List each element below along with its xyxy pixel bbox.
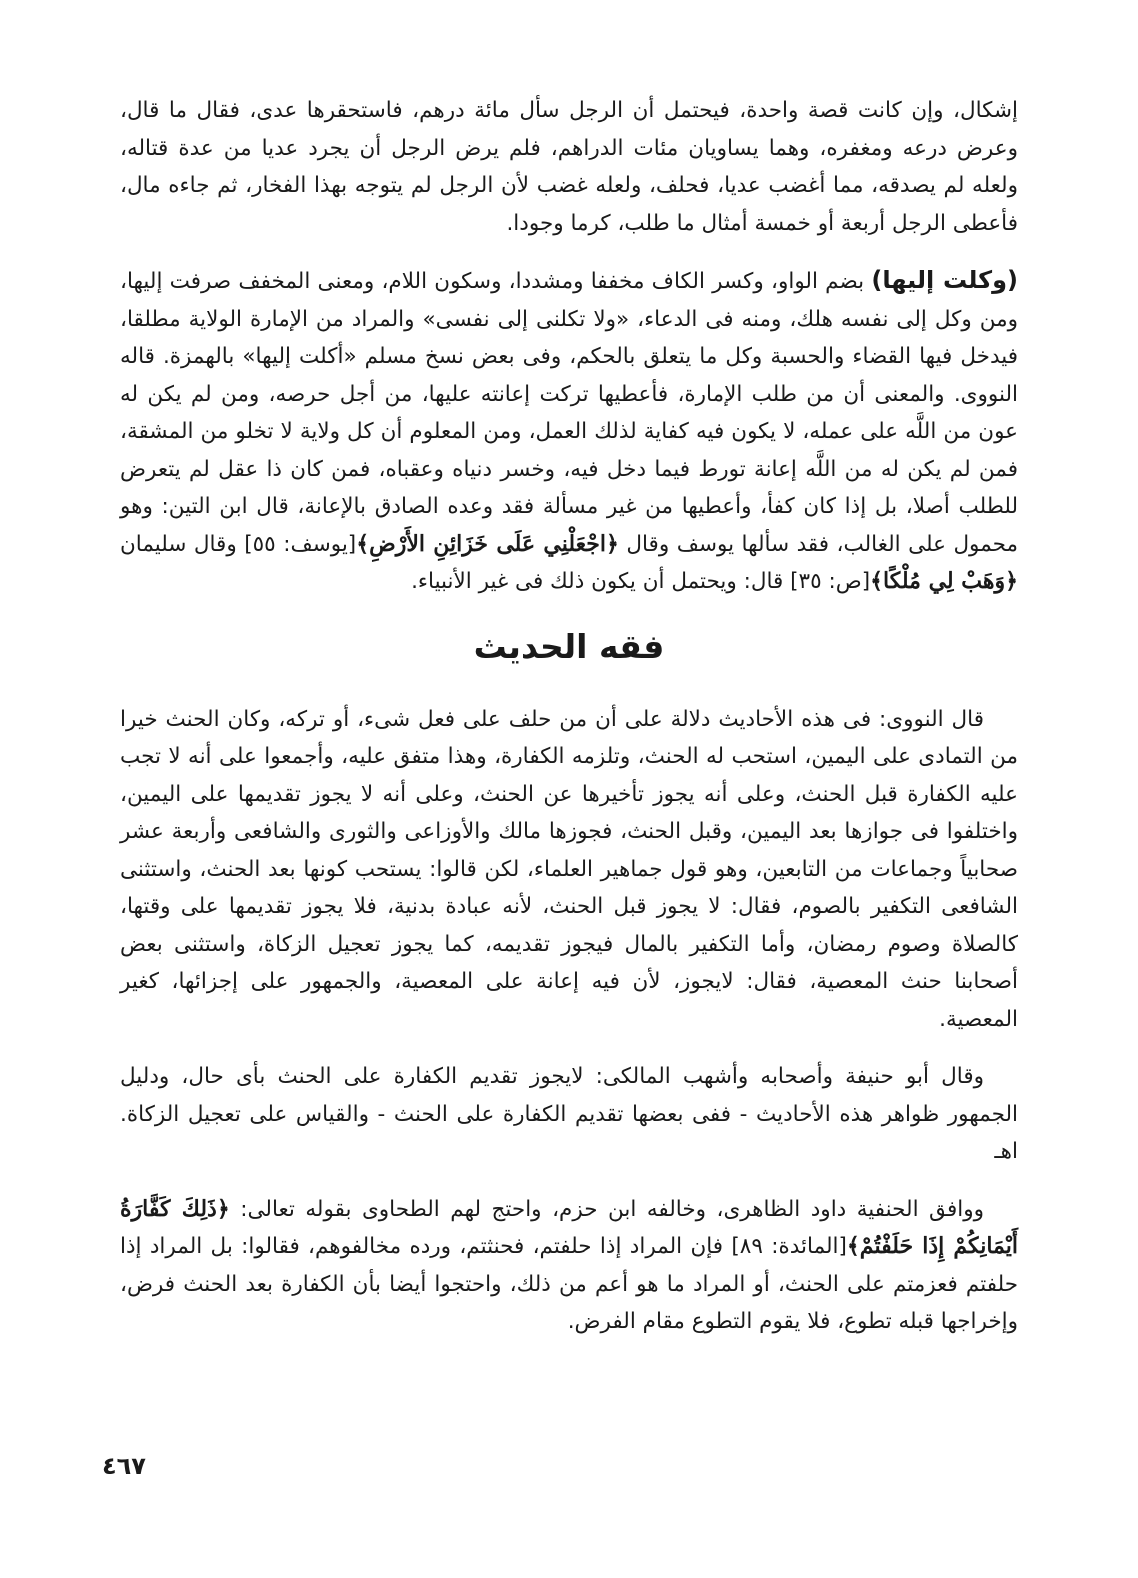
explanation-text-2: [يوسف: ٥٥] وقال سليمان — [120, 531, 357, 557]
page-body — [120, 92, 1018, 1341]
page-number: ٤٦٧ — [102, 1452, 146, 1480]
fiqh-paragraph-3 — [120, 1191, 1018, 1341]
fiqh-p3-text-a: ووافق الحنفية داود الظاهرى، وخالفه ابن حزم، واحتج لهم الطحاوى بقوله تعالى: — [229, 1196, 985, 1222]
fiqh-p3-text-b: [المائدة: ٨٩] فإن المراد إذا حلفتم، فحنثتم، ورده مخالفوهم، فقالوا: بل المراد إذا حلفتم فعزمتم على الحنث، أو المراد ما هو أعم من ذلك، واحتجوا أيضا بأن الكفارة بعد الحنث فرض، وإخراجها قبله تطوع، فلا يقوم التطوع مقام الفرض. — [120, 1234, 1018, 1334]
quran-verse-sad: ﴿وَهَبْ لِي مُلْكًا﴾ — [870, 568, 1018, 594]
section-title: فقه الحديث — [473, 626, 665, 666]
explanation-text-3: [ص: ٣٥] قال: ويحتمل أن يكون ذلك فى غير الأنبياء. — [411, 569, 871, 594]
paragraph-gap — [120, 242, 1018, 262]
explanation-text-1: بضم الواو، وكسر الكاف مخففا ومشددا، وسكون اللام، ومعنى المخفف صرفت إليها، ومن وكل إلى نفسه هلك، ومنه فى الدعاء، «ولا تكلنى إلى نفسى» والمراد من الإمارة الولاية مطلقا، فيدخل فيها القضاء والحسبة وكل ما يتعلق بالحكم، وفى بعض نسخ مسلم «أكلت إليها» بالهمزة. قاله النووى. والمعنى أن من طلب الإمارة، فأعطيها تركت إعانته عليها، من أجل حرصه، ومن لم يكن له عون من اللَّه على عمله، لا يكون فيه كفاية لذلك العمل، ومن المعلوم أن كل ولاية لا تخلو من المشقة، فمن لم يكن له من اللَّه إعانة تورط فيما دخل فيه، وخسر دنياه وعقباه، فمن كان ذا عقل لم يتعرض للطلب أصلا، بل إذا كان كفأ، وأعطيها من غير مسألة فقد وعده الصادق بالإعانة، قال ابن التين: وهو محمول على الغالب، فقد سألها يوسف وقال — [120, 269, 1018, 557]
quran-verse-maidah: ﴿ذَلِكَ كَفَّارَةُ أَيْمَانِكُمْ إِذَا حَلَفْتُمْ﴾ — [120, 1195, 1018, 1259]
intro-paragraph: إشكال، وإن كانت قصة واحدة، فيحتمل أن الرجل سأل مائة درهم، فاستحقرها عدى، فقال ما قال، وعرض درعه ومغفره، وهما يساويان مئات الدراهم، فلم يرض الرجل أن يجرد عديا من عدة قتاله، ولعله لم يصدقه، مما أغضب عديا، فحلف، ولعله غضب لأن الرجل لم يتوجه بهذا الفخار، ثم جاءه مال، فأعطى الرجل أربعة أو خمسة أمثال ما طلب، كرما وجودا. — [120, 98, 1018, 236]
fiqh-paragraph-2: وقال أبو حنيفة وأصحابه وأشهب المالكى: لايجوز تقديم الكفارة على الحنث بأى حال، ودليل الجمهور ظواهر هذه الأحاديث - ففى بعضها تقديم الكفارة على الحنث - والقياس على تعجيل الزكاة. اهـ — [120, 1064, 1018, 1164]
explained-term: (وكلت إليها) — [871, 266, 1018, 294]
paragraph-gap — [120, 1038, 1018, 1058]
fiqh-paragraph-1: قال النووى: فى هذه الأحاديث دلالة على أن من حلف على فعل شىء، أو تركه، وكان الحنث خيرا من التمادى على اليمين، استحب له الحنث، وتلزمه الكفارة، وهذا متفق عليه، وأجمعوا على أنه لا تجب عليه الكفارة قبل الحنث، وعلى أنه يجوز تأخيرها عن الحنث، وعلى أنه لا يجوز تقديمها على اليمين، واختلفوا فى جوازها بعد اليمين، وقبل الحنث، فجوزها مالك والأوزاعى والثورى والشافعى وأربعة عشر صحابياً وجماعات من التابعين، وهو قول جماهير العلماء، لكن قالوا: يستحب كونها بعد الحنث، واستثنى الشافعى التكفير بالصوم، فقال: لا يجوز قبل الحنث، لأنه عبادة بدنية، فلا يجوز تقديمها على وقتها، كالصلاة وصوم رمضان، وأما التكفير بالمال فيجوز تقديمه، كما يجوز تعجيل الزكاة، واستثنى بعض أصحابنا حنث المعصية، فقال: لايجوز، لأن فيه إعانة على المعصية، والجمهور على إجزائها، كغير المعصية. — [120, 706, 1018, 1032]
explanation-paragraph — [120, 262, 1018, 601]
quran-verse-yusuf: ﴿اجْعَلْنِي عَلَى خَزَائِنِ الأَرْضِ﴾ — [356, 530, 619, 557]
paragraph-gap — [120, 1171, 1018, 1191]
